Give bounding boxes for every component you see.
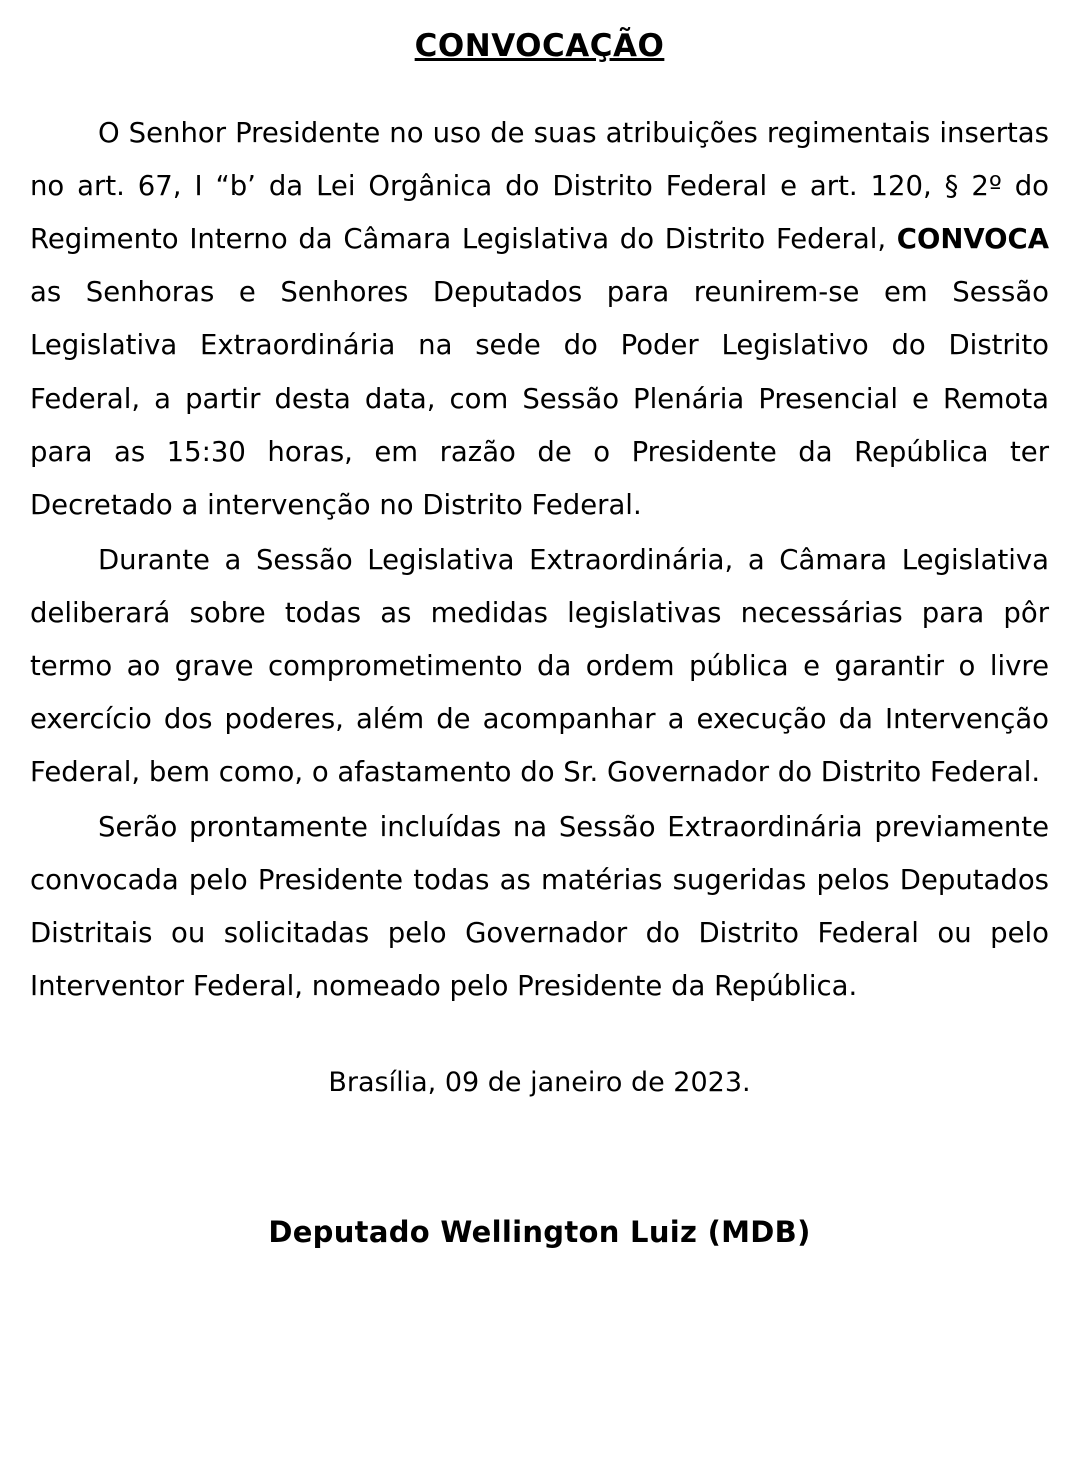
paragraph-2 (30, 534, 1049, 799)
body-text: Durante a Sessão Legislativa Extraordinária, a Câmara Legislativa deliberará sobre todas as medidas legislativas necessárias para pôr termo ao grave comprometimento da ordem pública e garantir o livre exercício dos poderes, além de acompanhar a execução da Intervenção Federal, bem como, o afastamento do Sr. Governador do Distrito Federal. (30, 543, 1049, 788)
body-text: Serão prontamente incluídas na Sessão Extraordinária previamente convocada pelo Presidente todas as matérias sugeridas pelos Deputados Distritais ou solicitadas pelo Governador do Distrito Federal ou pelo Interventor Federal, nomeado pelo Presidente da República. (30, 811, 1049, 1003)
paragraph-1 (30, 107, 1049, 532)
paragraph-3 (30, 801, 1049, 1013)
signature-line: Deputado Wellington Luiz (MDB) (268, 1215, 811, 1250)
body-text: as Senhoras e Senhores Deputados para reunirem-se em Sessão Legislativa Extraordinária na sede do Poder Legislativo do Distrito Federal, a partir desta data, com Sessão Plenária Presencial e Remota para as 15:30 horas, em razão de o Presidente da República ter Decretado a intervenção no Distrito Federal. (30, 276, 1049, 521)
page-title: CONVOCAÇÃO (414, 28, 665, 64)
document-body (30, 107, 1049, 1013)
body-text: O Senhor Presidente no uso de suas atribuições regimentais insertas no art. 67, I “b’ da Lei Orgânica do Distrito Federal e art. 120, § 2º do Regimento Interno da Câmara Legislativa do Distrito Federal, (30, 117, 1049, 256)
emphasized-text: CONVOCA (896, 223, 1049, 256)
place-and-date: Brasília, 09 de janeiro de 2023. (328, 1067, 751, 1099)
